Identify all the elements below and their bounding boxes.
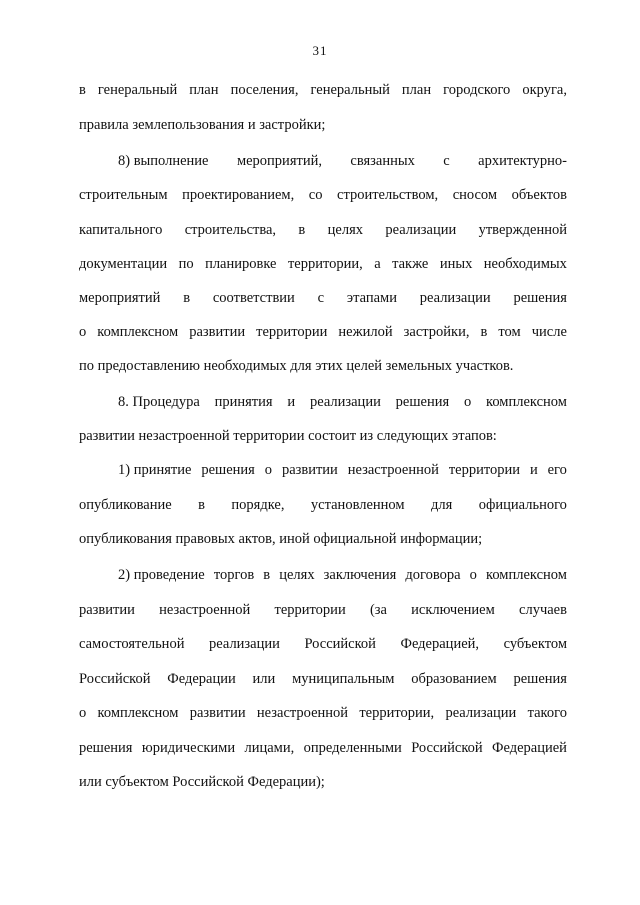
text-line xyxy=(79,324,567,341)
word: развитии xyxy=(189,705,246,721)
word: развитии xyxy=(79,602,135,618)
word: 1) принятие xyxy=(118,462,192,478)
word: планировке xyxy=(205,256,277,272)
word: решения xyxy=(513,290,567,306)
word: такого xyxy=(527,705,567,721)
word: том xyxy=(498,324,521,340)
word: торгов xyxy=(213,567,255,583)
word: о xyxy=(264,462,273,478)
word: о xyxy=(79,324,87,340)
word: поселения, xyxy=(230,82,299,98)
word: а xyxy=(374,256,381,272)
word: самостоятельной xyxy=(79,636,185,652)
word: субъектом xyxy=(503,636,567,652)
word: утвержденной xyxy=(478,222,567,238)
text-line xyxy=(118,394,567,411)
word: проектированием, xyxy=(182,187,295,203)
word: определенными xyxy=(303,740,402,756)
word: случаев xyxy=(519,602,567,618)
word: и xyxy=(529,462,538,478)
word: со xyxy=(308,187,323,203)
word: (за xyxy=(369,602,387,618)
word: Федерации xyxy=(167,671,236,687)
text-line: опубликования правовых актов, иной официальной информации; xyxy=(79,531,483,547)
word: в xyxy=(263,567,271,583)
word: опубликование xyxy=(79,497,172,513)
word: решения xyxy=(79,740,133,756)
word: комплексном xyxy=(97,324,179,340)
word: 8. Процедура xyxy=(118,394,200,410)
word: лицами, xyxy=(244,740,295,756)
word: Российской xyxy=(304,636,376,652)
text-line xyxy=(79,187,567,204)
word: реализации xyxy=(209,636,280,652)
word: генеральный xyxy=(310,82,390,98)
text-line: или субъектом Российской Федерации); xyxy=(79,774,325,790)
word: комплексном xyxy=(97,705,179,721)
word: необходимых xyxy=(483,256,567,272)
word: числе xyxy=(531,324,567,340)
word: также xyxy=(392,256,429,272)
word: исключением xyxy=(411,602,495,618)
text-line: по предоставлению необходимых для этих целей земельных участков. xyxy=(79,358,514,374)
text-line: развитии незастроенной территории состоит из следующих этапов: xyxy=(79,428,497,444)
word: образованием xyxy=(411,671,497,687)
word: о xyxy=(469,567,477,583)
word: в xyxy=(198,497,205,513)
word: о xyxy=(79,705,87,721)
word: архитектурно- xyxy=(478,153,567,169)
word: документации xyxy=(79,256,168,272)
word: территории xyxy=(274,602,346,618)
word: генеральный xyxy=(97,82,178,98)
word: в xyxy=(79,82,86,98)
word: его xyxy=(547,462,567,478)
word: план xyxy=(189,82,219,98)
word: строительным xyxy=(79,187,168,203)
word: и xyxy=(287,394,296,410)
word: развитии xyxy=(281,462,338,478)
page-number: 31 xyxy=(312,43,328,58)
word: или xyxy=(252,671,276,687)
word: незастроенной xyxy=(256,705,349,721)
word: нежилой xyxy=(338,324,393,340)
word: реализации xyxy=(445,705,517,721)
word: Федерацией, xyxy=(400,636,480,652)
word: 8) выполнение xyxy=(118,153,209,169)
word: решения xyxy=(201,462,255,478)
word: реализации xyxy=(419,290,491,306)
word: незастроенной xyxy=(159,602,251,618)
word: в xyxy=(183,290,191,306)
word: заключения xyxy=(323,567,397,583)
word: мероприятий, xyxy=(236,153,322,169)
word: соответствии xyxy=(212,290,295,306)
word: капитального xyxy=(79,222,163,238)
word: комплексном xyxy=(486,567,567,583)
text-line xyxy=(118,567,567,584)
word: с xyxy=(443,153,450,169)
word: Российской xyxy=(411,740,483,756)
word: строительства, xyxy=(184,222,277,238)
text-line: правила землепользования и застройки; xyxy=(79,117,326,133)
word: строительством, xyxy=(337,187,439,203)
word: сносом xyxy=(452,187,498,203)
text-line xyxy=(79,602,567,619)
word: юридическими xyxy=(141,740,236,756)
word: договора xyxy=(405,567,461,583)
word: развитии xyxy=(189,324,246,340)
word: установленном xyxy=(310,497,405,513)
word: целях xyxy=(327,222,363,238)
word: официального xyxy=(478,497,567,513)
word: 2) проведение xyxy=(118,567,205,583)
word: о xyxy=(463,394,472,410)
text-line xyxy=(118,153,567,170)
word: иных xyxy=(439,256,473,272)
text-line xyxy=(79,256,567,273)
word: в xyxy=(480,324,488,340)
word: городского xyxy=(443,82,511,98)
word: принятия xyxy=(214,394,273,410)
text-line xyxy=(118,462,567,479)
word: порядке, xyxy=(231,497,285,513)
word: решения xyxy=(513,671,567,687)
word: объектов xyxy=(511,187,567,203)
word: территории xyxy=(256,324,328,340)
word: связанных xyxy=(350,153,415,169)
word: этапами xyxy=(346,290,397,306)
word: территории xyxy=(448,462,521,478)
text-line xyxy=(79,740,567,757)
word: в xyxy=(298,222,306,238)
word: с xyxy=(317,290,325,306)
word: комплексном xyxy=(486,394,567,410)
word: застройки, xyxy=(403,324,470,340)
text-line xyxy=(79,671,567,688)
word: план xyxy=(401,82,432,98)
word: реализации xyxy=(309,394,381,410)
word: незастроенной xyxy=(347,462,439,478)
text-line xyxy=(79,636,567,653)
word: реализации xyxy=(385,222,457,238)
word: целях xyxy=(279,567,315,583)
word: для xyxy=(431,497,453,513)
word: округа, xyxy=(522,82,567,98)
word: Российской xyxy=(79,671,151,687)
text-line xyxy=(79,705,567,722)
word: мероприятий xyxy=(79,290,161,306)
word: по xyxy=(178,256,194,272)
word: муниципальным xyxy=(292,671,395,687)
word: Федерацией xyxy=(492,740,567,756)
text-line xyxy=(79,497,567,514)
word: решения xyxy=(395,394,450,410)
word: территории, xyxy=(287,256,363,272)
word: территории, xyxy=(359,705,435,721)
text-line xyxy=(79,222,567,239)
text-line xyxy=(79,82,567,99)
text-line xyxy=(79,290,567,307)
